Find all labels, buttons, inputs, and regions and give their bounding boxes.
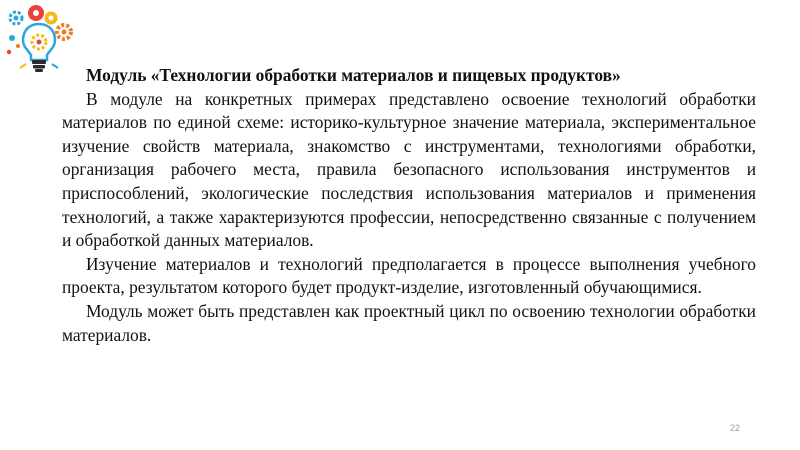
module-title: Модуль «Технологии обработки материалов и пищевых продуктов»: [86, 65, 621, 85]
slide-content: [62, 64, 756, 347]
paragraph-2: Изучение материалов и технологий предполагается в процессе выполнения учебного проекта, результатом которого будет продукт-изделие, изготовленный обучающимися.: [62, 253, 756, 298]
page-number: 22: [729, 423, 740, 433]
paragraph-1: В модуле на конкретных примерах представлено освоение технологий обработки материалов по единой схеме: историко-культурное значение материала, экспериментальное изучение свойств материала, знакомство с инструментами, технологиями обработки, организация рабочего места, правила безопасного использования инструментов и приспособлений, экологические последствия использования материалов и применения технологий, а также характеризуются профессии, непосредственно связанные с получением и обработкой данных материалов.: [62, 88, 756, 251]
paragraph-3: Модуль может быть представлен как проектный цикл по освоению технологии обработки материалов.: [62, 300, 756, 345]
